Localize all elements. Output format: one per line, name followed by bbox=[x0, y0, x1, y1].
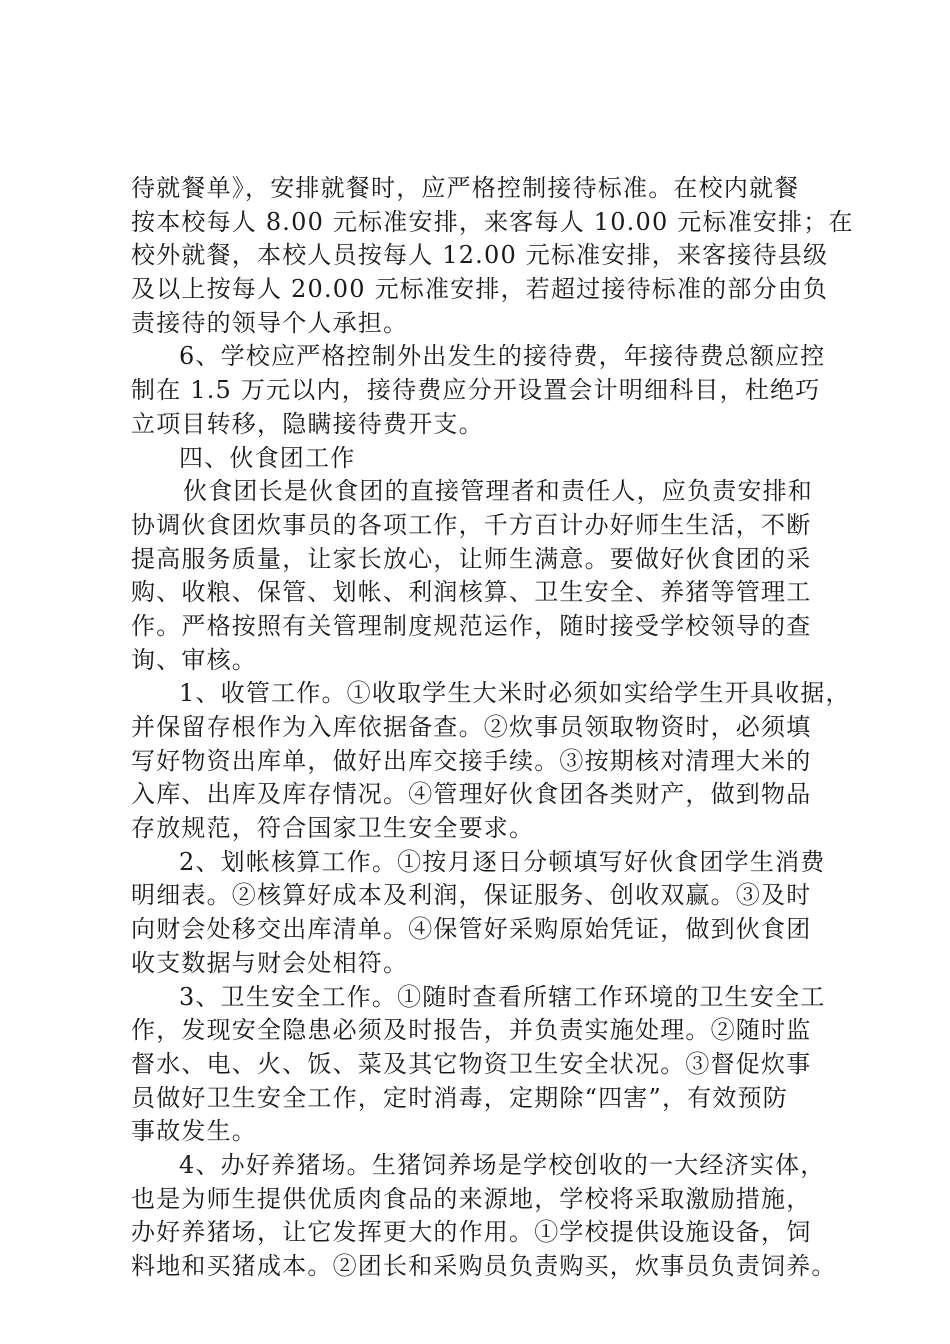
paragraph-line: 6、学校应严格控制外出发生的接待费，年接待费总额应控 bbox=[179, 342, 826, 371]
paragraph-line: 立项目转移，隐瞒接待费开支。 bbox=[131, 409, 484, 438]
section-heading: 四、伙食团工作 bbox=[179, 443, 356, 472]
paragraph-line: 员做好卫生安全工作，定时消毒，定期除“四害”，有效预防 bbox=[131, 1083, 788, 1112]
paragraph-line: 督水、电、火、饭、菜及其它物资卫生安全状况。③督促炊事 bbox=[131, 1049, 812, 1078]
paragraph-line: 入库、出库及库存情况。④管理好伙食团各类财产，做到物品 bbox=[131, 780, 812, 809]
paragraph-line: 事故发生。 bbox=[131, 1117, 257, 1146]
paragraph-line: 提高服务质量，让家长放心，让师生满意。要做好伙食团的采 bbox=[131, 544, 812, 573]
paragraph-line: 校外就餐，本校人员按每人 12.00 元标准安排，来客接待县级 bbox=[131, 241, 829, 270]
paragraph-line: 并保留存根作为入库依据备查。②炊事员领取物资时，必须填 bbox=[131, 713, 812, 741]
paragraph-line: 按本校每人 8.00 元标准安排，来客每人 10.00 元标准安排；在 bbox=[131, 207, 854, 236]
paragraph-line: 制在 1.5 万元以内，接待费应分开设置会计明细科目，杜绝巧 bbox=[131, 376, 821, 405]
paragraph-line: 作。严格按照有关管理制度规范运作，随时接受学校领导的查 bbox=[131, 611, 812, 640]
paragraph-line: 也是为师生提供优质肉食品的来源地，学校将采取激励措施， bbox=[131, 1184, 812, 1213]
paragraph-line: 伙食团长是伙食团的直接管理者和责任人，应负责安排和 bbox=[183, 477, 813, 506]
paragraph-line: 1、收管工作。①收取学生大米时必须如实给学生开具收据， bbox=[179, 679, 851, 708]
paragraph-line: 及以上按每人 20.00 元标准安排，若超过接待标准的部分由负 bbox=[131, 275, 829, 304]
paragraph-line: 协调伙食团炊事员的各项工作，千方百计办好师生生活，不断 bbox=[131, 510, 812, 539]
paragraph-line: 4、办好养猪场。生猪饲养场是学校创收的一大经济实体， bbox=[179, 1150, 826, 1179]
paragraph-line: 写好物资出库单，做好出库交接手续。③按期核对清理大米的 bbox=[131, 746, 812, 775]
paragraph-line: 料地和买猪成本。②团长和采购员负责购买，炊事员负责饲养。 bbox=[131, 1252, 837, 1280]
paragraph-line: 向财会处移交出库清单。④保管好采购原始凭证，做到伙食团 bbox=[131, 915, 812, 944]
paragraph-line: 作，发现安全隐患必须及时报告，并负责实施处理。②随时监 bbox=[131, 1016, 812, 1045]
paragraph-line: 责接待的领导个人承担。 bbox=[131, 308, 409, 337]
paragraph-line: 购、收粮、保管、划帐、利润核算、卫生安全、养猪等管理工 bbox=[131, 578, 812, 607]
paragraph-line: 待就餐单》，安排就餐时，应严格控制接待标准。在校内就餐 bbox=[131, 174, 800, 202]
paragraph-line: 收支数据与财会处相符。 bbox=[131, 948, 409, 977]
paragraph-line: 2、划帐核算工作。①按月逐日分顿填写好伙食团学生消费 bbox=[179, 847, 826, 876]
document-body bbox=[131, 172, 854, 1284]
paragraph-line: 3、卫生安全工作。①随时查看所辖工作环境的卫生安全工 bbox=[179, 982, 826, 1011]
paragraph-line: 询、审核。 bbox=[131, 645, 257, 674]
paragraph-line: 存放规范，符合国家卫生安全要求。 bbox=[131, 814, 535, 843]
paragraph-line: 办好养猪场，让它发挥更大的作用。①学校提供设施设备，饲 bbox=[131, 1218, 812, 1247]
paragraph-line: 明细表。②核算好成本及利润，保证服务、创收双赢。③及时 bbox=[131, 881, 812, 910]
